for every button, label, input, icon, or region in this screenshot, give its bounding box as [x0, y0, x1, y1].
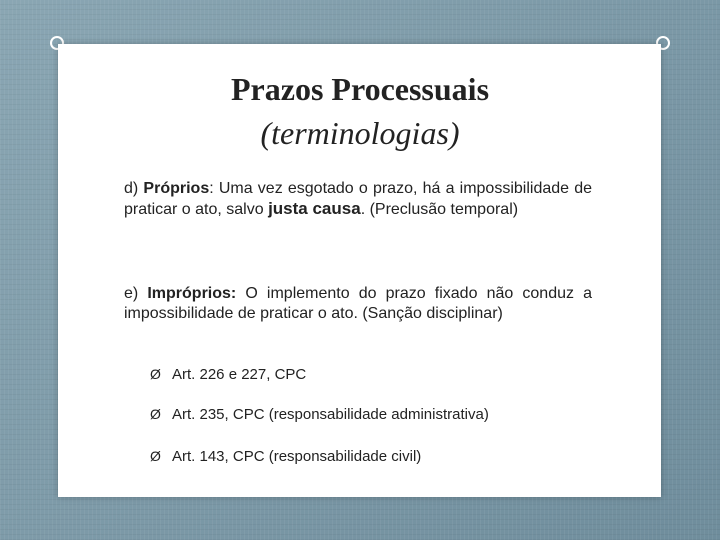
item-term: Próprios	[143, 180, 210, 197]
item-text: : Uma vez esgotado o prazo, há a impossibilidade de praticar o ato, salvo	[124, 180, 593, 218]
slide-title	[0, 69, 720, 153]
list-item	[150, 364, 306, 385]
arrow-bullet-icon: Ø	[150, 366, 161, 382]
bullet-text: Art. 226 e 227, CPC	[172, 366, 307, 383]
item-prefix: d)	[124, 180, 139, 197]
title-main: Prazos Processuais	[230, 71, 490, 107]
title-subtitle: (terminologias)	[260, 115, 460, 151]
bullet-text: Art. 143, CPC (responsabilidade civil)	[172, 448, 422, 465]
item-emphasis: justa causa	[268, 199, 361, 218]
arrow-bullet-icon: Ø	[150, 448, 161, 464]
item-prefix: e)	[124, 285, 139, 302]
item-text-after: O implemento do prazo fixado não conduz a impossibilidade de praticar o ato. (Sanção disciplinar)	[124, 285, 592, 322]
paragraph-proprios	[124, 179, 592, 220]
paragraph-improprios	[124, 284, 592, 324]
list-item	[150, 446, 421, 467]
bullet-text: Art. 235, CPC (responsabilidade administrativa)	[172, 406, 489, 423]
item-term: Impróprios:	[147, 285, 237, 302]
list-item	[150, 404, 489, 425]
item-text-after: . (Preclusão temporal)	[360, 201, 519, 218]
arrow-bullet-icon: Ø	[150, 406, 161, 422]
